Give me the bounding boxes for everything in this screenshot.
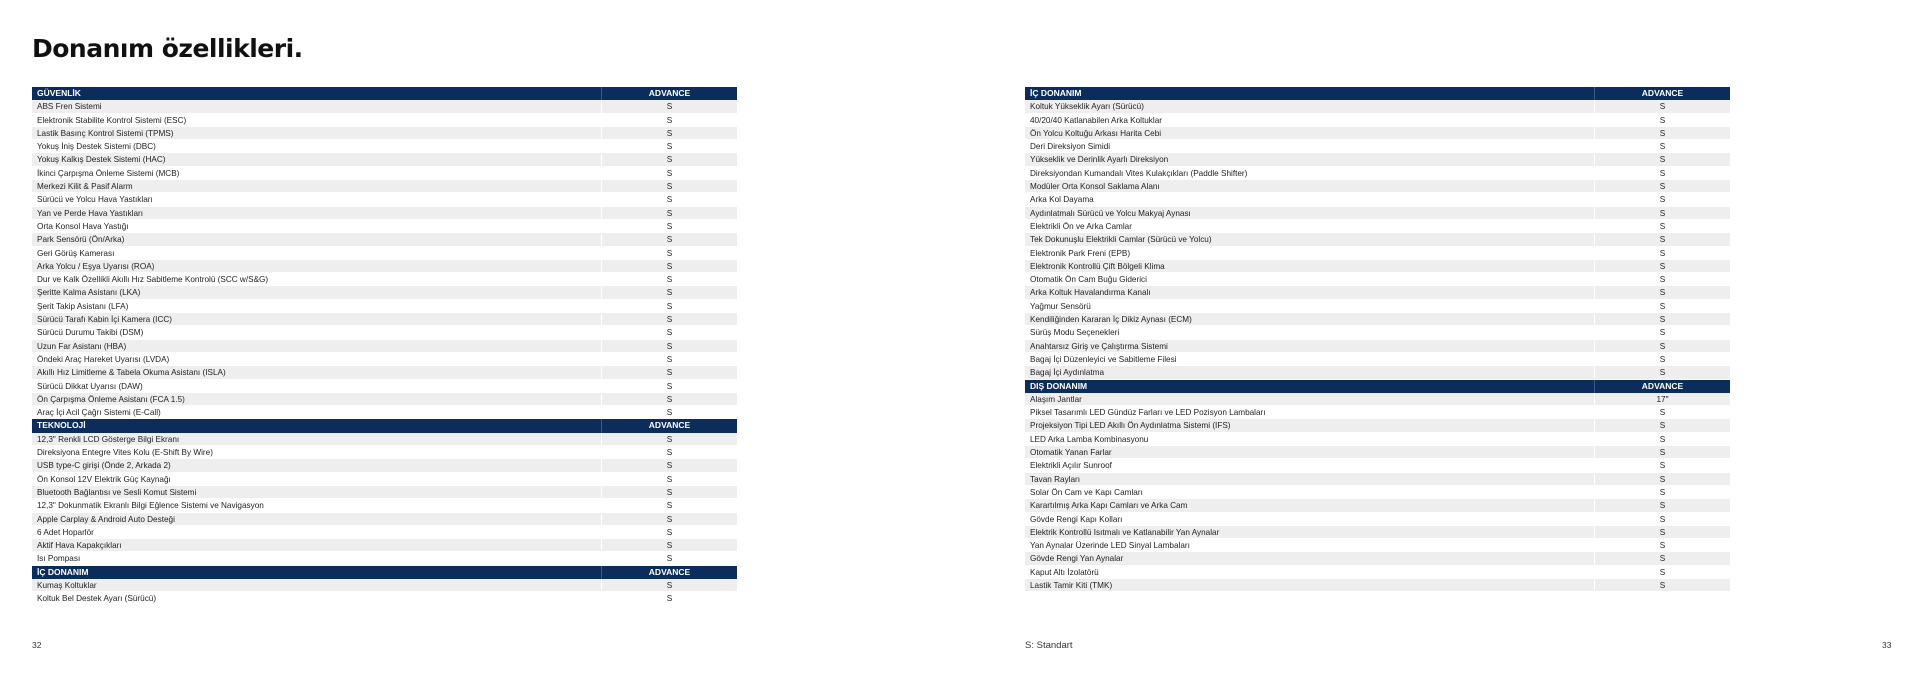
feature-value: S: [601, 247, 737, 259]
feature-value: S: [1594, 539, 1730, 551]
table-row: [32, 579, 737, 592]
feature-name: Sürücü ve Yolcu Hava Yastıkları: [37, 195, 153, 205]
table-row: [32, 393, 737, 406]
feature-name: Koltuk Bel Destek Ayarı (Sürücü): [37, 594, 157, 604]
feature-name: Yan ve Perde Hava Yastıkları: [37, 208, 144, 218]
feature-value: S: [601, 473, 737, 485]
feature-name: Elektronik Park Freni (EPB): [1030, 248, 1131, 258]
feature-name: Bluetooth Bağlantısı ve Sesli Komut Sistemi: [37, 487, 197, 497]
table-row: [32, 326, 737, 339]
feature-value: S: [601, 167, 737, 179]
feature-name: Apple Carplay & Android Auto Desteği: [37, 514, 175, 524]
feature-value: S: [601, 459, 737, 471]
feature-name: Orta Konsol Hava Yastığı: [37, 221, 129, 231]
table-row: [32, 552, 737, 565]
feature-value: S: [601, 300, 737, 312]
feature-value: S: [1594, 406, 1730, 418]
feature-value: S: [1594, 366, 1730, 378]
table-row: [1025, 167, 1730, 180]
section-column-label: ADVANCE: [1594, 380, 1730, 393]
feature-name: Arka Kol Dayama: [1030, 195, 1094, 205]
feature-value: S: [601, 446, 737, 458]
table-row: [1025, 566, 1730, 579]
feature-value: S: [601, 140, 737, 152]
feature-value: S: [601, 286, 737, 298]
feature-name: Arka Koltuk Havalandırma Kanalı: [1030, 288, 1151, 298]
table-row: [32, 273, 737, 286]
feature-name: 40/20/40 Katlanabilen Arka Koltuklar: [1030, 115, 1162, 125]
table-row: [32, 499, 737, 512]
feature-value: S: [1594, 233, 1730, 245]
table-row: [1025, 406, 1730, 419]
feature-name: Kendiliğinden Kararan İç Dikiz Aynası (ECM): [1030, 315, 1192, 325]
table-row: [32, 193, 737, 206]
table-row: [1025, 459, 1730, 472]
feature-name: Kaput Altı İzolatörü: [1030, 567, 1099, 577]
feature-value: S: [601, 499, 737, 511]
section-title: TEKNOLOJİ: [37, 420, 86, 431]
feature-value: S: [601, 273, 737, 285]
section-header: [32, 419, 737, 432]
section-title: GÜVENLİK: [37, 88, 81, 98]
table-row: [1025, 513, 1730, 526]
feature-value: S: [601, 207, 737, 219]
section-column-label: ADVANCE: [601, 87, 737, 100]
feature-name: Ön Konsol 12V Elektrik Güç Kaynağı: [37, 474, 171, 484]
feature-value: S: [1594, 446, 1730, 458]
table-row: [32, 233, 737, 246]
feature-value: S: [601, 539, 737, 551]
feature-value: S: [1594, 499, 1730, 511]
feature-value: S: [601, 526, 737, 538]
feature-value: S: [1594, 207, 1730, 219]
feature-name: Tek Dokunuşlu Elektrikli Camlar (Sürücü ve Yolcu): [1030, 235, 1212, 245]
feature-value: S: [1594, 579, 1730, 591]
feature-value: S: [601, 353, 737, 365]
feature-name: Piksel Tasarımlı LED Gündüz Farları ve LED Pozisyon Lambaları: [1030, 408, 1266, 418]
feature-name: Şeritte Kalma Asistanı (LKA): [37, 288, 141, 298]
table-row: [32, 526, 737, 539]
feature-value: S: [1594, 127, 1730, 139]
feature-value: S: [601, 220, 737, 232]
table-row: [1025, 193, 1730, 206]
feature-name: Akıllı Hız Limitleme & Tabela Okuma Asistanı (ISLA): [37, 368, 226, 378]
table-row: [32, 353, 737, 366]
feature-name: Arka Yolcu / Eşya Uyarısı (ROA): [37, 261, 155, 271]
table-row: [32, 473, 737, 486]
table-row: [32, 539, 737, 552]
table-row: [32, 260, 737, 273]
section-header: [1025, 87, 1730, 100]
feature-name: Elektrikli Açılır Sunroof: [1030, 461, 1112, 471]
table-row: [1025, 140, 1730, 153]
feature-name: Kumaş Koltuklar: [37, 580, 97, 590]
feature-value: S: [601, 366, 737, 378]
feature-name: 6 Adet Hoparlör: [37, 527, 94, 537]
feature-name: Araç İçi Acil Çağrı Sistemi (E-Call): [37, 408, 161, 418]
feature-value: S: [601, 486, 737, 498]
feature-value: S: [1594, 300, 1730, 312]
table-row: [1025, 433, 1730, 446]
feature-name: Aydınlatmalı Sürücü ve Yolcu Makyaj Aynası: [1030, 208, 1191, 218]
table-row: [32, 433, 737, 446]
table-row: [1025, 366, 1730, 379]
feature-value: S: [601, 579, 737, 591]
feature-value: S: [601, 313, 737, 325]
feature-value: 17": [1594, 393, 1730, 405]
table-row: [1025, 260, 1730, 273]
feature-name: Direksiyona Entegre Vites Kolu (E-Shift By Wire): [37, 448, 213, 458]
feature-value: S: [1594, 566, 1730, 578]
spec-table-right: [1025, 87, 1730, 592]
feature-value: S: [601, 552, 737, 564]
table-row: [1025, 539, 1730, 552]
feature-name: Yükseklik ve Derinlik Ayarlı Direksiyon: [1030, 155, 1169, 165]
feature-name: Elektronik Kontrollü Çift Bölgeli Klima: [1030, 261, 1165, 271]
feature-value: S: [1594, 340, 1730, 352]
feature-value: S: [1594, 180, 1730, 192]
feature-name: Yağmur Sensörü: [1030, 301, 1091, 311]
feature-value: S: [1594, 473, 1730, 485]
table-row: [1025, 180, 1730, 193]
feature-name: Park Sensörü (Ön/Arka): [37, 235, 125, 245]
feature-value: S: [1594, 459, 1730, 471]
table-row: [1025, 273, 1730, 286]
page-number-left: 32: [32, 640, 42, 650]
table-row: [1025, 127, 1730, 140]
table-row: [1025, 114, 1730, 127]
table-row: [1025, 340, 1730, 353]
feature-value: S: [601, 326, 737, 338]
feature-value: S: [601, 340, 737, 352]
feature-name: Öndeki Araç Hareket Uyarısı (LVDA): [37, 354, 170, 364]
feature-value: S: [601, 193, 737, 205]
feature-value: S: [1594, 260, 1730, 272]
feature-name: Sürücü Dikkat Uyarısı (DAW): [37, 381, 143, 391]
table-row: [32, 207, 737, 220]
feature-name: Bagaj İçi Aydınlatma: [1030, 368, 1105, 378]
feature-value: S: [1594, 419, 1730, 431]
table-row: [1025, 207, 1730, 220]
feature-value: S: [1594, 114, 1730, 126]
feature-name: Şerit Takip Asistanı (LFA): [37, 301, 129, 311]
table-row: [32, 366, 737, 379]
page-title: Donanım özellikleri.: [32, 34, 303, 63]
table-row: [32, 486, 737, 499]
feature-name: Gövde Rengi Yan Aynalar: [1030, 554, 1124, 564]
feature-name: Gövde Rengi Kapı Kolları: [1030, 514, 1123, 524]
feature-value: S: [1594, 193, 1730, 205]
feature-name: Alaşım Jantlar: [1030, 394, 1082, 404]
table-row: [1025, 526, 1730, 539]
table-row: [1025, 220, 1730, 233]
feature-name: USB type-C girişi (Önde 2, Arkada 2): [37, 461, 171, 471]
table-row: [32, 127, 737, 140]
feature-name: Sürüş Modu Seçenekleri: [1030, 328, 1120, 338]
feature-name: LED Arka Lamba Kombinasyonu: [1030, 434, 1149, 444]
table-row: [1025, 552, 1730, 565]
section-column-label: ADVANCE: [601, 419, 737, 432]
table-row: [1025, 353, 1730, 366]
table-row: [32, 340, 737, 353]
feature-value: S: [601, 393, 737, 405]
feature-name: Uzun Far Asistanı (HBA): [37, 341, 127, 351]
feature-name: Projeksiyon Tipi LED Akıllı Ön Aydınlatma Sistemi (IFS): [1030, 421, 1231, 431]
section-header: [1025, 380, 1730, 393]
feature-name: ABS Fren Sistemi: [37, 102, 102, 112]
feature-value: S: [1594, 326, 1730, 338]
feature-name: Aktif Hava Kapakçıkları: [37, 541, 122, 551]
table-row: [32, 140, 737, 153]
feature-name: Ön Çarpışma Önleme Asistanı (FCA 1.5): [37, 394, 185, 404]
feature-name: Anahtarsız Giriş ve Çalıştırma Sistemi: [1030, 341, 1168, 351]
table-row: [1025, 473, 1730, 486]
legend-note: S: Standart: [1025, 640, 1073, 651]
feature-name: Merkezi Kilit & Pasif Alarm: [37, 182, 133, 192]
table-row: [32, 406, 737, 419]
table-row: [1025, 153, 1730, 166]
feature-value: S: [1594, 313, 1730, 325]
table-row: [1025, 286, 1730, 299]
feature-name: Geri Görüş Kamerası: [37, 248, 115, 258]
feature-name: Sürücü Tarafı Kabin İçi Kamera (ICC): [37, 315, 172, 325]
table-row: [1025, 300, 1730, 313]
feature-name: Tavan Rayları: [1030, 474, 1081, 484]
feature-value: S: [1594, 167, 1730, 179]
table-row: [1025, 100, 1730, 113]
table-row: [32, 114, 737, 127]
feature-name: Elektrik Kontrollü Isıtmalı ve Katlanabilir Yan Aynalar: [1030, 527, 1220, 537]
feature-value: S: [601, 153, 737, 165]
page-number-right: 33: [1882, 640, 1892, 650]
feature-name: 12,3" Renkli LCD Gösterge Bilgi Ekranı: [37, 434, 180, 444]
feature-value: S: [601, 260, 737, 272]
feature-value: S: [601, 380, 737, 392]
table-row: [32, 247, 737, 260]
section-title: İÇ DONANIM: [1030, 88, 1082, 98]
feature-value: S: [601, 233, 737, 245]
feature-value: S: [601, 114, 737, 126]
feature-value: S: [601, 513, 737, 525]
feature-value: S: [1594, 140, 1730, 152]
table-row: [1025, 393, 1730, 406]
table-row: [32, 380, 737, 393]
feature-value: S: [1594, 220, 1730, 232]
feature-value: S: [1594, 100, 1730, 112]
table-row: [1025, 233, 1730, 246]
section-column-label: ADVANCE: [1594, 87, 1730, 100]
table-row: [32, 153, 737, 166]
feature-name: Elektronik Stabilite Kontrol Sistemi (ESC): [37, 115, 187, 125]
feature-name: Yokuş İniş Destek Sistemi (DBC): [37, 142, 156, 152]
feature-value: S: [1594, 513, 1730, 525]
feature-name: Bagaj İçi Düzenleyici ve Sabitleme Filesi: [1030, 354, 1177, 364]
feature-name: Deri Direksiyon Simidi: [1030, 142, 1111, 152]
feature-name: Ön Yolcu Koltuğu Arkası Harita Cebi: [1030, 128, 1162, 138]
feature-name: Yokuş Kalkış Destek Sistemi (HAC): [37, 155, 166, 165]
spec-table-left: [32, 87, 737, 606]
feature-name: Yan Aynalar Üzerinde LED Sinyal Lambaları: [1030, 541, 1190, 551]
table-row: [1025, 326, 1730, 339]
table-row: [32, 459, 737, 472]
feature-name: Dur ve Kalk Özellikli Akıllı Hız Sabitleme Kontrolü (SCC w/S&G): [37, 275, 269, 285]
feature-value: S: [1594, 433, 1730, 445]
table-row: [32, 286, 737, 299]
table-row: [32, 513, 737, 526]
table-row: [1025, 419, 1730, 432]
feature-name: 12,3" Dokunmatik Ekranlı Bilgi Eğlence Sistemi ve Navigasyon: [37, 501, 264, 511]
feature-name: Otomatik Ön Cam Buğu Giderici: [1030, 275, 1147, 285]
table-row: [32, 220, 737, 233]
table-row: [1025, 313, 1730, 326]
feature-name: İkinci Çarpışma Önleme Sistemi (MCB): [37, 168, 180, 178]
feature-value: S: [601, 100, 737, 112]
feature-value: S: [1594, 273, 1730, 285]
feature-name: Direksiyondan Kumandalı Vites Kulakçıkları (Paddle Shifter): [1030, 168, 1248, 178]
table-row: [1025, 499, 1730, 512]
table-row: [32, 313, 737, 326]
table-row: [1025, 247, 1730, 260]
section-header: [32, 87, 737, 100]
table-row: [32, 100, 737, 113]
section-column-label: ADVANCE: [601, 566, 737, 579]
table-row: [1025, 446, 1730, 459]
feature-value: S: [1594, 153, 1730, 165]
table-row: [1025, 579, 1730, 592]
feature-name: Karartılmış Arka Kapı Camları ve Arka Cam: [1030, 501, 1188, 511]
section-title: DIŞ DONANIM: [1030, 380, 1088, 391]
table-row: [32, 167, 737, 180]
feature-value: S: [601, 180, 737, 192]
feature-value: S: [1594, 552, 1730, 564]
feature-value: S: [1594, 247, 1730, 259]
feature-name: Lastik Basınç Kontrol Sistemi (TPMS): [37, 128, 174, 138]
feature-name: Sürücü Durumu Takibi (DSM): [37, 328, 144, 338]
feature-value: S: [1594, 353, 1730, 365]
table-row: [32, 300, 737, 313]
feature-name: Modüler Orta Konsol Saklama Alanı: [1030, 182, 1160, 192]
table-row: [1025, 486, 1730, 499]
feature-name: Solar Ön Cam ve Kapı Camları: [1030, 487, 1143, 497]
feature-name: Koltuk Yükseklik Ayarı (Sürücü): [1030, 102, 1144, 112]
table-row: [32, 180, 737, 193]
section-title: İÇ DONANIM: [37, 566, 89, 577]
table-row: [32, 446, 737, 459]
feature-value: S: [601, 406, 737, 418]
feature-name: Otomatik Yanan Farlar: [1030, 448, 1112, 458]
feature-value: S: [601, 592, 737, 604]
feature-value: S: [1594, 486, 1730, 498]
table-row: [32, 592, 737, 605]
section-header: [32, 566, 737, 579]
feature-name: Isı Pompası: [37, 554, 81, 564]
feature-value: S: [601, 433, 737, 445]
feature-value: S: [1594, 286, 1730, 298]
feature-value: S: [601, 127, 737, 139]
feature-name: Lastik Tamir Kiti (TMK): [1030, 580, 1113, 590]
feature-name: Elektrikli Ön ve Arka Camlar: [1030, 221, 1132, 231]
feature-value: S: [1594, 526, 1730, 538]
